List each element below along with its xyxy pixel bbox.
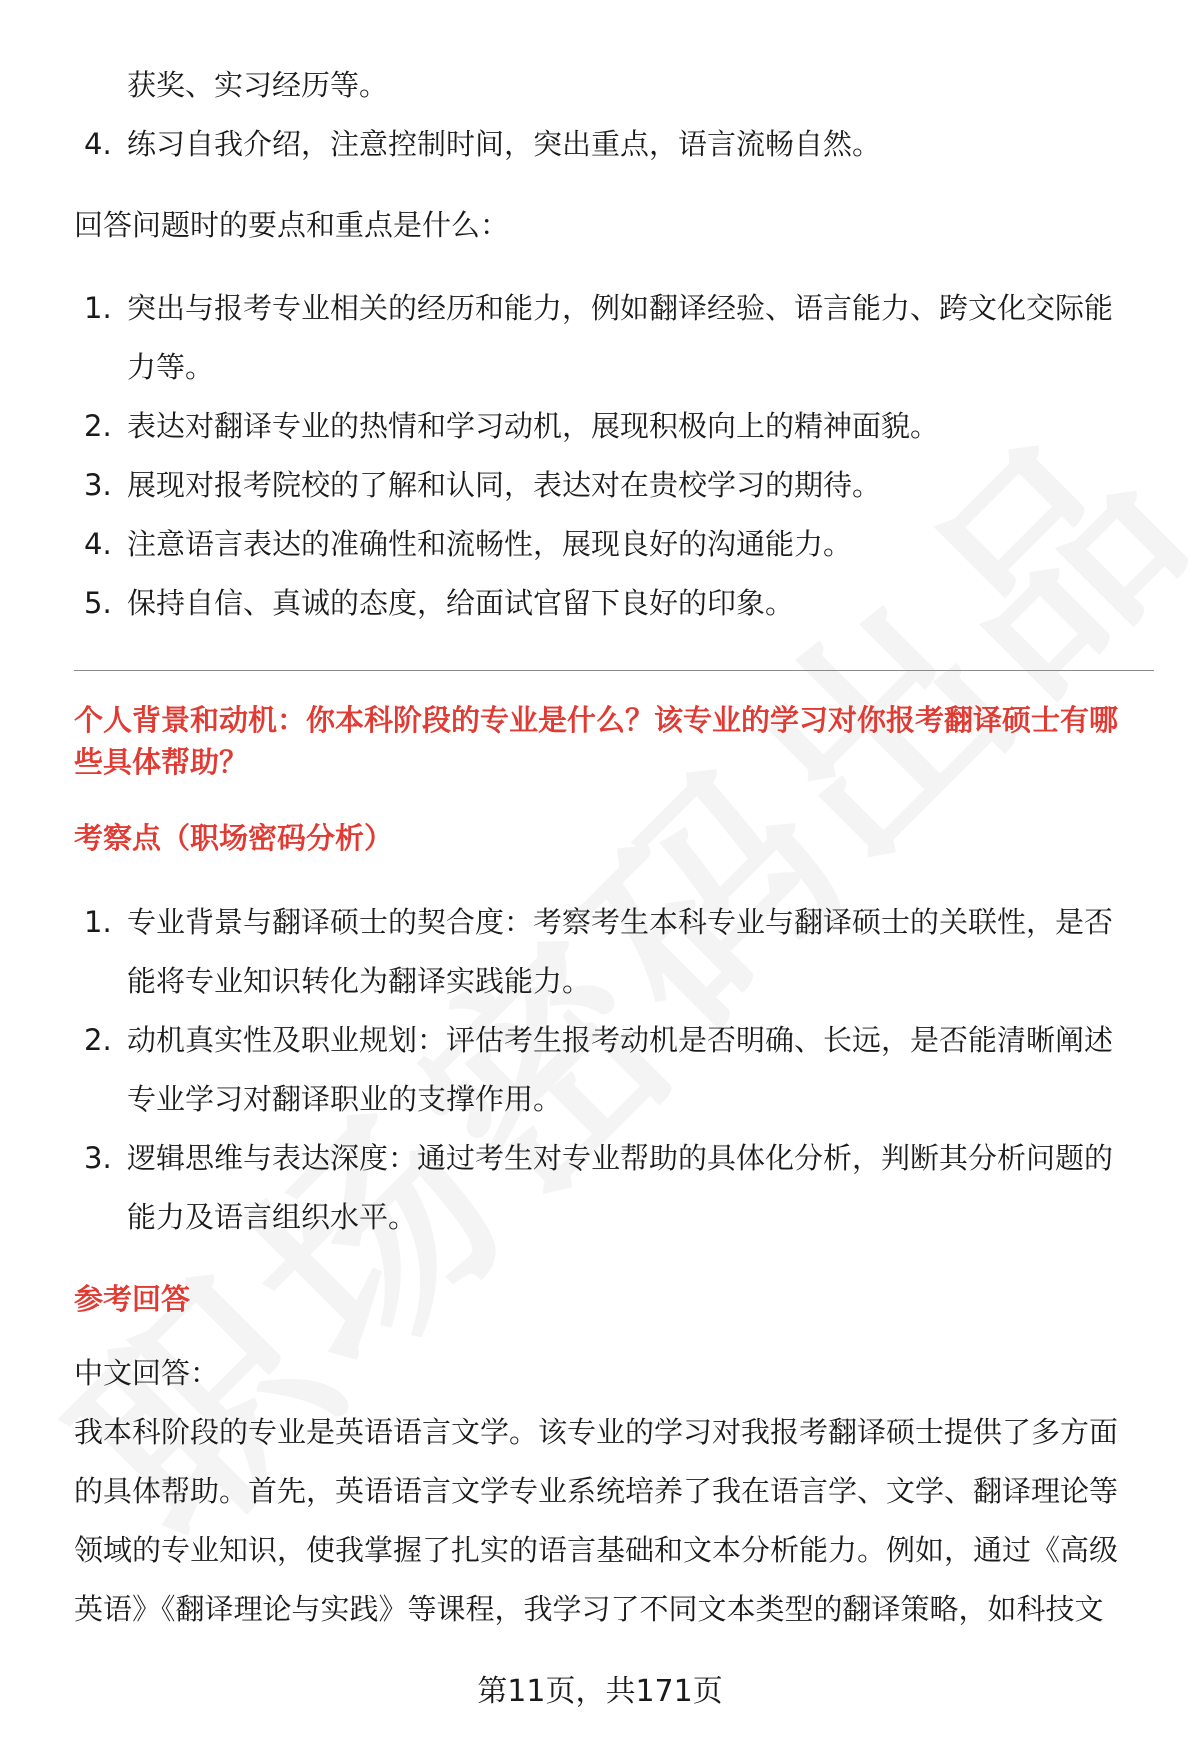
list-item [74, 574, 1154, 633]
section-heading-reference: 参考回答 [74, 1282, 191, 1316]
list-text-line: 专业学习对翻译职业的支撑作用。 [127, 1082, 563, 1116]
list-text-line: 专业背景与翻译硕士的契合度：考察考生本科专业与翻译硕士的关联性，是否 [127, 905, 1114, 939]
list-text-line: 动机真实性及职业规划：评估考生报考动机是否明确、长远，是否能清晰阐述 [127, 1023, 1114, 1057]
question-title [74, 699, 1154, 783]
list-item [74, 279, 1154, 397]
list-text-line: 保持自信、真诚的态度，给面试官留下良好的印象。 [127, 586, 795, 620]
list-number: 2. [84, 1023, 112, 1057]
exam-points-list [74, 893, 1154, 1247]
list-item [74, 1129, 1154, 1247]
list-number: 4. [84, 127, 112, 161]
answer-line: 的具体帮助。首先，英语语言文学专业系统培养了我在语言学、文学、翻译理论等 [74, 1474, 1119, 1508]
list-item-continuation: 获奖、实习经历等。 [127, 68, 389, 102]
list-number: 3. [84, 1141, 112, 1175]
list-text-line: 力等。 [127, 350, 215, 384]
list-text-line: 注意语言表达的准确性和流畅性，展现良好的沟通能力。 [127, 527, 853, 561]
list-number: 2. [84, 409, 112, 443]
section-heading-exam-points: 考察点（职场密码分析） [74, 821, 394, 855]
section-heading-key-points: 回答问题时的要点和重点是什么： [74, 208, 510, 242]
question-title-line: 些具体帮助？ [74, 745, 249, 779]
list-number: 3. [84, 468, 112, 502]
list-item [74, 893, 1154, 1011]
list-item [74, 397, 1154, 456]
list-text-line: 能力及语言组织水平。 [127, 1200, 418, 1234]
list-text-line: 能将专业知识转化为翻译实践能力。 [127, 964, 592, 998]
list-item [74, 1011, 1154, 1129]
answer-line: 我本科阶段的专业是英语语言文学。该专业的学习对我报考翻译硕士提供了多方面 [74, 1415, 1119, 1449]
list-item [74, 456, 1154, 515]
question-title-line: 个人背景和动机：你本科阶段的专业是什么？该专业的学习对你报考翻译硕士有哪 [74, 703, 1119, 737]
list-text: 练习自我介绍，注意控制时间，突出重点，语言流畅自然。 [127, 127, 882, 161]
page-number-footer: 第11页，共171页 [477, 1674, 723, 1709]
list-number: 1. [84, 291, 112, 325]
list-text-line: 逻辑思维与表达深度：通过考生对专业帮助的具体化分析，判断其分析问题的 [127, 1141, 1114, 1175]
key-points-list [74, 279, 1154, 633]
list-number: 5. [84, 586, 112, 620]
list-item [74, 115, 1154, 174]
answer-line: 领域的专业知识，使我掌握了扎实的语言基础和文本分析能力。例如，通过《高级 [74, 1533, 1119, 1567]
list-text-line: 展现对报考院校的了解和认同，表达对在贵校学习的期待。 [127, 468, 882, 502]
page-content [74, 56, 1154, 1639]
list-item [74, 515, 1154, 574]
list-text-line: 表达对翻译专业的热情和学习动机，展现积极向上的精神面貌。 [127, 409, 940, 443]
list-number: 4. [84, 527, 112, 561]
list-number: 1. [84, 905, 112, 939]
answer-label: 中文回答： [74, 1356, 220, 1390]
answer-line: 英语》《翻译理论与实践》等课程，我学习了不同文本类型的翻译策略，如科技文 [74, 1592, 1104, 1626]
list-text-line: 突出与报考专业相关的经历和能力，例如翻译经验、语言能力、跨文化交际能 [127, 291, 1114, 325]
